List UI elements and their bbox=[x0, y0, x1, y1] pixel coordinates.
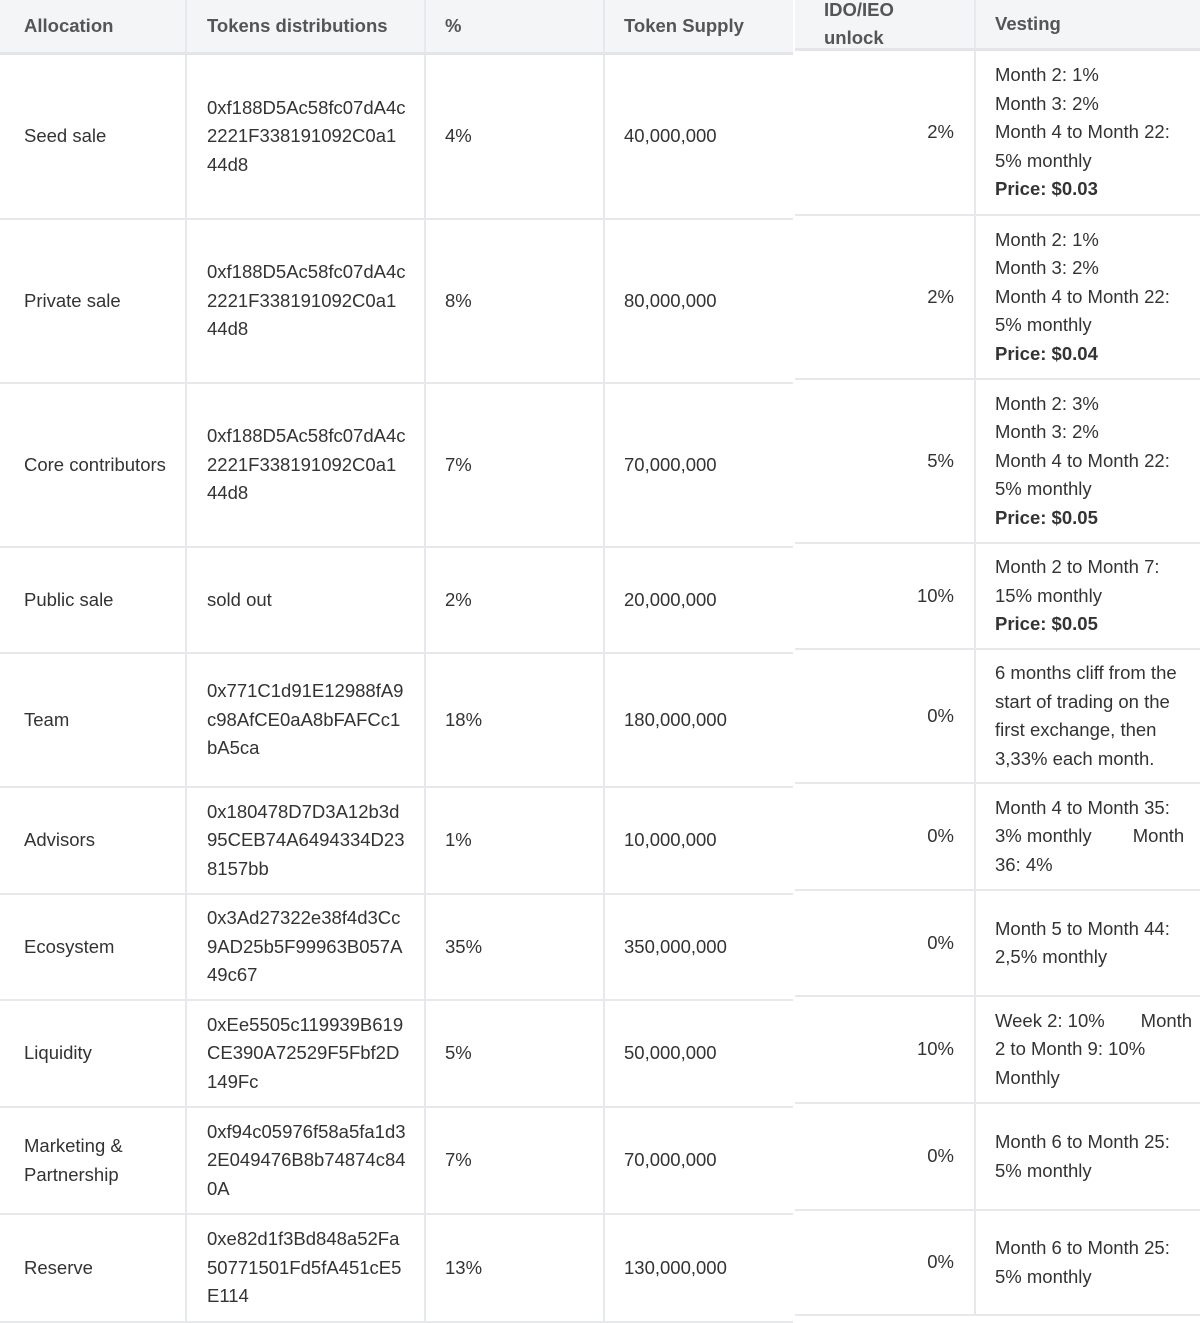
percent-cell: 18% bbox=[424, 654, 603, 786]
allocation-cell: Seed sale bbox=[24, 125, 107, 147]
table-row bbox=[0, 788, 793, 895]
table-row bbox=[0, 384, 793, 548]
unlock-cell: 10% bbox=[916, 584, 954, 606]
table-row bbox=[0, 55, 793, 220]
vesting-lines bbox=[995, 794, 1184, 880]
allocation-cell: Core contributors bbox=[24, 453, 166, 475]
supply-cell: 350,000,000 bbox=[603, 895, 793, 999]
vesting-cell bbox=[974, 380, 1200, 542]
vesting-lines bbox=[995, 553, 1160, 639]
percent-cell: 2% bbox=[424, 548, 603, 652]
vesting-line: Month 3: 2% bbox=[995, 421, 1099, 443]
vesting-line: Month 4 to Month 22: bbox=[995, 285, 1170, 307]
vesting-line: 6 months cliff from the bbox=[995, 662, 1177, 683]
allocation-cell: Public sale bbox=[24, 588, 114, 610]
vesting-lines bbox=[995, 390, 1170, 533]
vesting-line: 5% monthly bbox=[995, 1159, 1092, 1181]
header-percent: % bbox=[424, 0, 603, 52]
table-row bbox=[0, 548, 793, 654]
vesting-price: Price: $0.03 bbox=[995, 178, 1098, 200]
vesting-line: Month 5 to Month 44: bbox=[995, 917, 1170, 939]
allocation-cell: Advisors bbox=[24, 829, 95, 851]
distribution-address: 0x3Ad27322e38f4d3Cc9AD25b5F99963B057A49c67 bbox=[185, 895, 424, 999]
table-row bbox=[0, 220, 793, 384]
vesting-line: Month 6 to Month 25: bbox=[995, 1237, 1170, 1258]
supply-cell: 70,000,000 bbox=[603, 1108, 793, 1213]
vesting-cell bbox=[974, 51, 1200, 214]
vesting-line: 15% monthly bbox=[995, 584, 1102, 606]
vesting-cell bbox=[974, 1211, 1200, 1314]
vesting-lines bbox=[995, 226, 1170, 369]
percent-cell: 5% bbox=[424, 1001, 603, 1106]
unlock-cell: 0% bbox=[927, 931, 954, 953]
supply-cell: 50,000,000 bbox=[603, 1001, 793, 1106]
vesting-cell bbox=[974, 216, 1200, 378]
distribution-address: 0xf188D5Ac58fc07dA4c2221F338191092C0a144d8 bbox=[185, 220, 424, 382]
table-row bbox=[0, 1108, 793, 1215]
distribution-address: 0x771C1d91E12988fA9c98AfCE0aA8bFAFCc1bA5ca bbox=[185, 654, 424, 786]
allocation-cell: Team bbox=[24, 708, 70, 730]
vesting-header-row bbox=[795, 0, 1200, 51]
vesting-row bbox=[795, 997, 1200, 1104]
distribution-address: 0xEe5505c119939B619CE390A72529F5Fbf2D149Fc bbox=[185, 1001, 424, 1106]
vesting-row bbox=[795, 1104, 1200, 1211]
supply-cell: 70,000,000 bbox=[603, 384, 793, 546]
allocation-cell: Marketing & Partnership bbox=[24, 1135, 123, 1185]
vesting-line: Month 4 to Month 22: bbox=[995, 121, 1170, 143]
vesting-line: 36: 4% bbox=[995, 853, 1053, 875]
vesting-lines bbox=[995, 915, 1170, 972]
vesting-lines bbox=[995, 1234, 1170, 1291]
vesting-cell bbox=[974, 784, 1200, 889]
header-allocation: Allocation bbox=[24, 14, 114, 36]
percent-cell: 35% bbox=[424, 895, 603, 999]
percent-cell: 8% bbox=[424, 220, 603, 382]
vesting-row bbox=[795, 216, 1200, 380]
table-row bbox=[0, 1001, 793, 1108]
vesting-line: Month 4 to Month 35: bbox=[995, 796, 1170, 818]
vesting-line: Monthly bbox=[995, 1066, 1060, 1088]
table-header-row bbox=[0, 0, 793, 55]
vesting-line: 2,5% monthly bbox=[995, 946, 1108, 967]
vesting-cell bbox=[974, 1104, 1200, 1209]
distribution-address: 0x180478D7D3A12b3d95CEB74A6494334D238157bb bbox=[185, 788, 424, 893]
header-distribution: Tokens distributions bbox=[185, 0, 424, 52]
unlock-cell: 5% bbox=[927, 449, 954, 471]
supply-cell: 20,000,000 bbox=[603, 548, 793, 652]
percent-cell: 1% bbox=[424, 788, 603, 893]
vesting-lines bbox=[995, 1128, 1170, 1185]
vesting-cell bbox=[974, 891, 1200, 995]
vesting-row bbox=[795, 544, 1200, 650]
header-vesting: Vesting bbox=[974, 0, 1200, 48]
unlock-cell: 10% bbox=[916, 1038, 954, 1060]
vesting-lines bbox=[995, 659, 1177, 773]
percent-cell: 7% bbox=[424, 384, 603, 546]
vesting-cell bbox=[974, 997, 1200, 1102]
table-row bbox=[0, 895, 793, 1001]
header-supply: Token Supply bbox=[603, 0, 793, 52]
unlock-cell: 2% bbox=[927, 121, 954, 143]
unlock-cell: 0% bbox=[927, 1145, 954, 1167]
table-row bbox=[0, 1215, 793, 1323]
table-body bbox=[0, 55, 793, 1323]
vesting-line: Week 2: 10% Month bbox=[995, 1009, 1193, 1031]
vesting-cell bbox=[974, 544, 1200, 648]
vesting-row bbox=[795, 51, 1200, 216]
supply-cell: 130,000,000 bbox=[603, 1215, 793, 1321]
vesting-price: Price: $0.05 bbox=[995, 613, 1098, 635]
vesting-line: 5% monthly bbox=[995, 149, 1092, 171]
distribution-address: 0xf188D5Ac58fc07dA4c2221F338191092C0a144d8 bbox=[185, 384, 424, 546]
supply-cell: 10,000,000 bbox=[603, 788, 793, 893]
allocation-cell: Liquidity bbox=[24, 1042, 92, 1064]
vesting-line: Month 2: 1% bbox=[995, 64, 1099, 86]
vesting-line: Month 2 to Month 7: bbox=[995, 556, 1160, 578]
vesting-line: Month 3: 2% bbox=[995, 257, 1099, 279]
supply-cell: 40,000,000 bbox=[603, 55, 793, 218]
vesting-line: Month 4 to Month 22: bbox=[995, 449, 1170, 471]
vesting-lines bbox=[995, 61, 1170, 204]
vesting-line: Month 2: 1% bbox=[995, 228, 1099, 250]
percent-cell: 13% bbox=[424, 1215, 603, 1321]
percent-cell: 7% bbox=[424, 1108, 603, 1213]
vesting-line: 2 to Month 9: 10% bbox=[995, 1038, 1146, 1060]
supply-cell: 180,000,000 bbox=[603, 654, 793, 786]
distribution-address: 0xf188D5Ac58fc07dA4c2221F338191092C0a144d8 bbox=[185, 55, 424, 218]
vesting-cell bbox=[974, 650, 1200, 782]
vesting-line: start of trading on the bbox=[995, 690, 1170, 712]
vesting-line: 5% monthly bbox=[995, 1265, 1092, 1287]
vesting-price: Price: $0.04 bbox=[995, 342, 1098, 364]
vesting-body bbox=[795, 51, 1200, 1316]
unlock-cell: 0% bbox=[927, 1251, 954, 1273]
unlock-cell: 2% bbox=[927, 285, 954, 307]
vesting-row bbox=[795, 784, 1200, 891]
percent-cell: 4% bbox=[424, 55, 603, 218]
vesting-table bbox=[795, 0, 1200, 1316]
vesting-row bbox=[795, 380, 1200, 544]
vesting-lines bbox=[995, 1007, 1192, 1093]
distribution-address: sold out bbox=[185, 548, 424, 652]
vesting-price: Price: $0.05 bbox=[995, 506, 1098, 528]
vesting-row bbox=[795, 650, 1200, 784]
allocation-cell: Ecosystem bbox=[24, 935, 115, 957]
vesting-line: first exchange, then bbox=[995, 719, 1157, 740]
vesting-line: Month 3: 2% bbox=[995, 92, 1099, 114]
supply-cell: 80,000,000 bbox=[603, 220, 793, 382]
unlock-cell: 0% bbox=[927, 704, 954, 726]
unlock-cell: 0% bbox=[927, 825, 954, 847]
vesting-line: Month 6 to Month 25: bbox=[995, 1131, 1170, 1152]
allocation-cell: Private sale bbox=[24, 289, 121, 311]
vesting-line: 5% monthly bbox=[995, 478, 1092, 500]
vesting-line: Month 2: 3% bbox=[995, 392, 1099, 414]
vesting-line: 3,33% each month. bbox=[995, 747, 1155, 769]
header-unlock: IDO/IEO unlock bbox=[824, 0, 894, 48]
vesting-row bbox=[795, 891, 1200, 997]
distribution-address: 0xe82d1f3Bd848a52Fa50771501Fd5fA451cE5E114 bbox=[185, 1215, 424, 1321]
vesting-line: 5% monthly bbox=[995, 314, 1092, 336]
vesting-line: 3% monthly Month bbox=[995, 825, 1185, 847]
allocation-cell: Reserve bbox=[24, 1256, 93, 1278]
distribution-address: 0xf94c05976f58a5fa1d32E049476B8b74874c840A bbox=[185, 1108, 424, 1213]
vesting-row bbox=[795, 1211, 1200, 1316]
table-row bbox=[0, 654, 793, 788]
